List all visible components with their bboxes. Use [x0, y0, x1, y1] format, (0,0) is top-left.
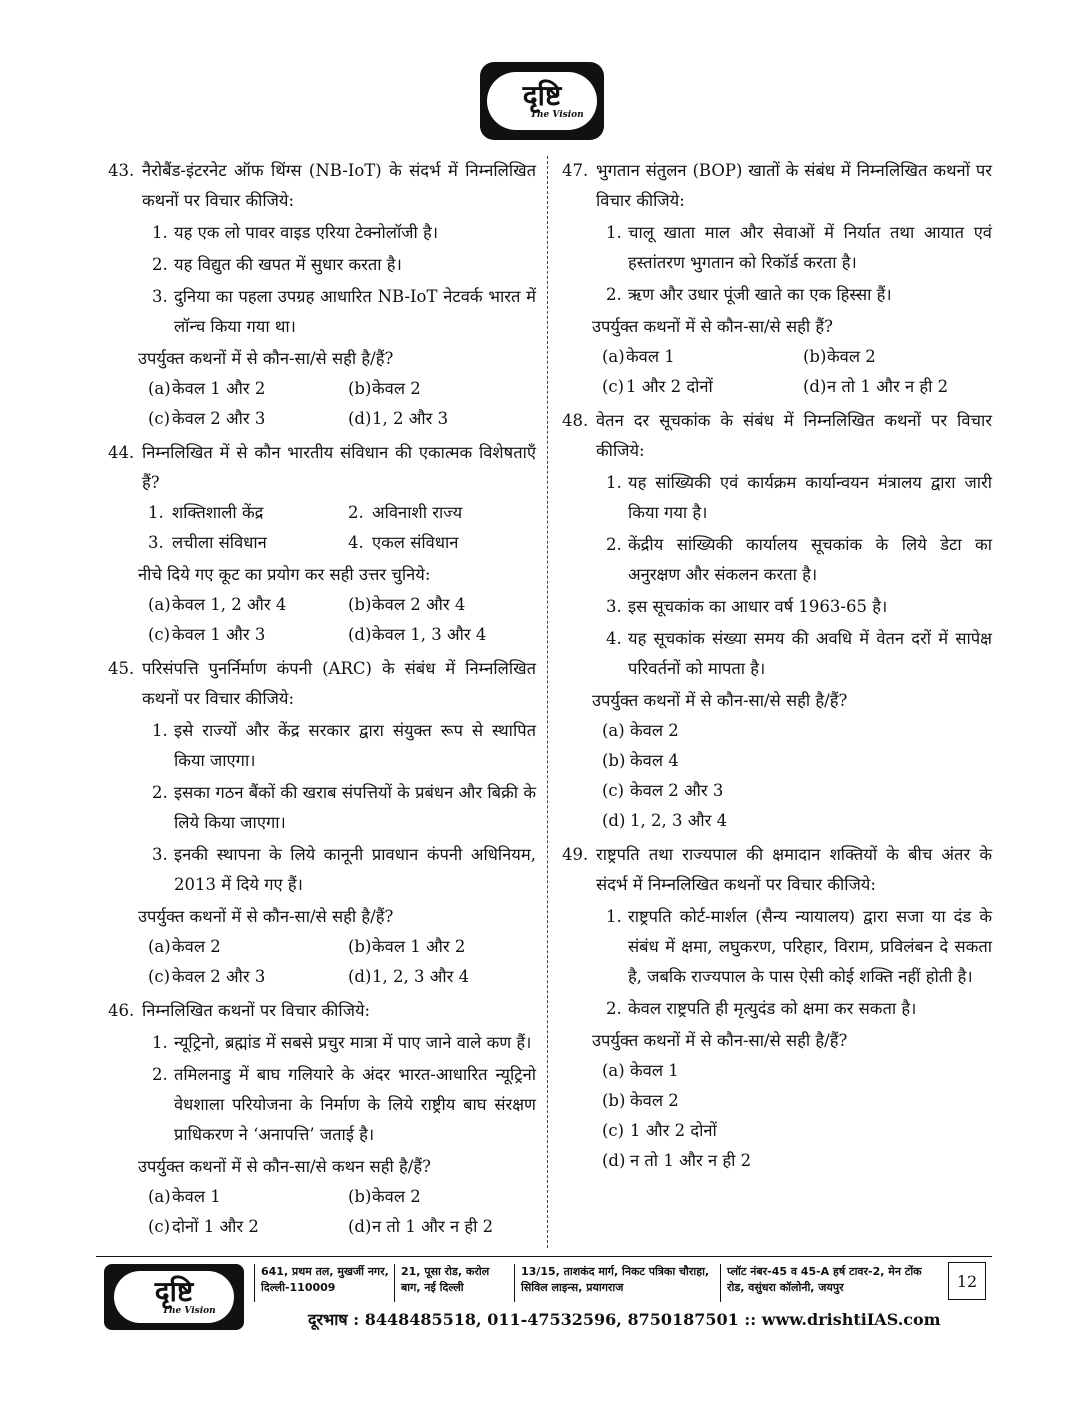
footer-rule — [96, 1256, 992, 1257]
question-number: 47. — [562, 161, 589, 180]
option-marker: (b) — [602, 1091, 626, 1110]
page-number: 12 — [948, 1262, 986, 1300]
option-text: केवल 2 — [827, 347, 876, 366]
option-text: न तो 1 और न ही 2 — [827, 377, 949, 396]
statement — [148, 528, 336, 558]
statement-text: तमिलनाडु में बाघ गलियारे के अंदर भारत-आधारित न्यूट्रिनो वेधशाला परियोजना के निर्माण के लिये राष्ट्रीय बाघ संरक्षण प्राधिकरण ने ‘अनापत्ति’ जताई है। — [174, 1065, 536, 1144]
option-text: न तो 1 और न ही 2 — [372, 1217, 494, 1236]
statement — [606, 902, 992, 992]
right-column — [562, 156, 992, 1180]
answer-option — [348, 962, 536, 992]
question-number: 43. — [108, 161, 135, 180]
statement — [348, 498, 536, 528]
answer-option — [803, 342, 992, 372]
option-marker: (d) — [602, 1151, 626, 1170]
answer-option — [348, 1212, 536, 1242]
statement — [152, 282, 536, 342]
option-text: न तो 1 और न ही 2 — [630, 1151, 752, 1170]
answer-options — [602, 1056, 992, 1176]
answer-option — [348, 620, 536, 650]
statement — [152, 1060, 536, 1150]
answer-options — [148, 374, 536, 434]
option-marker: (b) — [803, 347, 827, 366]
statement-grid — [148, 498, 536, 558]
option-marker: (a) — [602, 721, 625, 740]
option-text: 1, 2, 3 और 4 — [372, 967, 470, 986]
answer-options — [148, 590, 536, 650]
question-number: 49. — [562, 845, 589, 864]
question-prompt: उपर्युक्त कथनों में से कौन-सा/से सही है/हैं? — [138, 907, 394, 926]
question-number: 46. — [108, 1001, 135, 1020]
logo-tagline: The Vision — [530, 110, 584, 120]
question-block — [562, 840, 992, 1176]
option-marker: (a) — [602, 1061, 625, 1080]
option-text: 1 और 2 दोनों — [630, 1121, 717, 1140]
answer-option — [348, 374, 536, 404]
statement-number: 1. — [148, 503, 164, 522]
question-header — [108, 654, 536, 714]
answer-option — [602, 1146, 992, 1176]
answer-option — [602, 372, 791, 402]
statement-number: 1. — [606, 473, 622, 492]
statement — [348, 528, 536, 558]
statement-text: इसका गठन बैंकों की खराब संपत्तियों के प्रबंधन और बिक्री के लिये किया जाएगा। — [174, 783, 536, 832]
question-text: निम्नलिखित में से कौन भारतीय संविधान की एकात्मक विशेषताएँ हैं? — [142, 443, 536, 492]
question-block — [562, 406, 992, 836]
statement-number: 1. — [606, 907, 622, 926]
statement — [606, 218, 992, 278]
option-text: केवल 2 और 3 — [630, 781, 724, 800]
statement-number: 1. — [606, 223, 622, 242]
option-text: 1 और 2 दोनों — [626, 377, 713, 396]
statement — [152, 840, 536, 900]
left-column — [108, 156, 536, 1246]
contact-line: दूरभाष : 8448485518, 011-47532596, 8750187501 :: www.drishtiIAS.com — [308, 1310, 941, 1329]
answer-option — [602, 716, 992, 746]
option-marker: (a) — [148, 1187, 171, 1206]
statement — [152, 778, 536, 838]
option-text: केवल 2 — [372, 379, 421, 398]
answer-option — [148, 1212, 336, 1242]
option-marker: (c) — [148, 967, 171, 986]
option-text: केवल 2 और 3 — [172, 967, 266, 986]
question-header — [108, 438, 536, 498]
option-marker: (b) — [348, 937, 372, 956]
question-block — [108, 438, 536, 650]
option-marker: (c) — [602, 1121, 625, 1140]
question-prompt: उपर्युक्त कथनों में से कौन-सा/से सही है/हैं? — [592, 1031, 848, 1050]
statement-text: लचीला संविधान — [172, 533, 267, 552]
option-text: केवल 2 और 4 — [372, 595, 466, 614]
answer-option — [602, 342, 791, 372]
option-text: 1, 2 और 3 — [372, 409, 449, 428]
header-logo — [480, 62, 604, 140]
statement-text: दुनिया का पहला उपग्रह आधारित NB-IoT नेटवर्क भारत में लॉन्च किया गया था। — [174, 287, 536, 336]
statement-number: 1. — [152, 1033, 168, 1052]
answer-options — [148, 932, 536, 992]
answer-options — [148, 1182, 536, 1242]
statement-number: 2. — [606, 285, 622, 304]
option-text: केवल 2 और 3 — [172, 409, 266, 428]
option-text: केवल 2 — [372, 1187, 421, 1206]
question-text: वेतन दर सूचकांक के संबंध में निम्नलिखित कथनों पर विचार कीजिये: — [596, 411, 992, 460]
answer-option — [602, 1116, 992, 1146]
statement-number: 3. — [148, 533, 164, 552]
statement-text: केंद्रीय सांख्यिकी कार्यालय सूचकांक के लिये डेटा का अनुरक्षण और संकलन करता है। — [628, 535, 992, 584]
option-marker: (c) — [148, 625, 171, 644]
answer-option — [602, 1086, 992, 1116]
statement — [152, 716, 536, 776]
question-block — [108, 654, 536, 992]
option-marker: (d) — [348, 967, 372, 986]
address-prayagraj: 13/15, ताशकंद मार्ग, निकट पत्रिका चौराहा, सिविल लाइन्स, प्रयागराज — [514, 1264, 717, 1302]
answer-options — [602, 342, 992, 402]
option-marker: (d) — [348, 409, 372, 428]
option-text: केवल 1 और 3 — [172, 625, 266, 644]
statement — [606, 468, 992, 528]
question-number: 45. — [108, 659, 135, 678]
question-prompt: उपर्युक्त कथनों में से कौन-सा/से सही है/हैं? — [592, 691, 848, 710]
answer-option — [348, 1182, 536, 1212]
statement — [606, 280, 992, 310]
option-text: केवल 1, 2 और 4 — [172, 595, 287, 614]
footer-logo-tagline: The Vision — [162, 1306, 216, 1316]
question-block — [562, 156, 992, 402]
answer-option — [148, 590, 336, 620]
option-text: केवल 1, 3 और 4 — [372, 625, 487, 644]
statement-text: यह सांख्यिकी एवं कार्यक्रम कार्यान्वयन मंत्रालय द्वारा जारी किया गया है। — [628, 473, 992, 522]
option-text: केवल 1 — [630, 1061, 679, 1080]
statement-number: 1. — [152, 223, 168, 242]
statement-text: राष्ट्रपति कोर्ट-मार्शल (सैन्य न्यायालय) द्वारा सजा या दंड के संबंध में क्षमा, लघुकरण, परिहार, विराम, प्रविलंबन दे सकता है, जबकि राज्यपाल के पास ऐसी कोई शक्ति नहीं होती है। — [628, 907, 992, 986]
statement-number: 3. — [152, 845, 168, 864]
question-header — [108, 996, 536, 1026]
logo-wordmark: दृष्टि — [522, 79, 562, 112]
statement-number: 2. — [152, 783, 168, 802]
answer-option — [602, 1056, 992, 1086]
option-text: केवल 4 — [630, 751, 679, 770]
option-marker: (d) — [348, 625, 372, 644]
statement — [152, 218, 536, 248]
statement-text: इस सूचकांक का आधार वर्ष 1963-65 है। — [628, 597, 888, 616]
statement-text: इनकी स्थापना के लिये कानूनी प्रावधान कंपनी अधिनियम, 2013 में दिये गए हैं। — [174, 845, 536, 894]
question-block — [108, 156, 536, 434]
statement-text: केवल राष्ट्रपति ही मृत्युदंड को क्षमा कर सकता है। — [628, 999, 917, 1018]
statement — [152, 250, 536, 280]
option-marker: (b) — [348, 379, 372, 398]
option-text: केवल 1 और 2 — [172, 379, 266, 398]
answer-option — [348, 932, 536, 962]
question-text: नैरोबैंड-इंटरनेट ऑफ थिंग्स (NB-IoT) के संदर्भ में निम्नलिखित कथनों पर विचार कीजिये: — [142, 161, 536, 210]
statement-text: अविनाशी राज्य — [372, 503, 463, 522]
statement-text: ऋण और उधार पूंजी खाते का एक हिस्सा हैं। — [628, 285, 892, 304]
statement-number: 4. — [606, 629, 622, 648]
answer-option — [148, 404, 336, 434]
question-header — [562, 156, 992, 216]
question-number: 48. — [562, 411, 589, 430]
option-marker: (b) — [602, 751, 626, 770]
question-header — [562, 406, 992, 466]
option-marker: (c) — [148, 409, 171, 428]
question-block — [108, 996, 536, 1242]
answer-option — [348, 590, 536, 620]
question-prompt: उपर्युक्त कथनों में से कौन-सा/से कथन सही है/हैं? — [138, 1157, 431, 1176]
statement-text: इसे राज्यों और केंद्र सरकार द्वारा संयुक्त रूप से स्थापित किया जाएगा। — [174, 721, 536, 770]
statement-number: 2. — [606, 999, 622, 1018]
question-text: राष्ट्रपति तथा राज्यपाल की क्षमादान शक्तियों के बीच अंतर के संदर्भ में निम्नलिखित कथनों पर विचार कीजिये: — [596, 845, 992, 894]
option-marker: (d) — [602, 811, 626, 830]
option-marker: (a) — [148, 379, 171, 398]
statement-text: यह एक लो पावर वाइड एरिया टेक्नोलॉजी है। — [174, 223, 439, 242]
statement-text: न्यूट्रिनो, ब्रह्मांड में सबसे प्रचुर मात्रा में पाए जाने वाले कण हैं। — [174, 1033, 532, 1052]
statement — [152, 1028, 536, 1058]
option-marker: (c) — [602, 781, 625, 800]
option-text: केवल 1 — [172, 1187, 221, 1206]
statement-number: 3. — [606, 597, 622, 616]
answer-options — [602, 716, 992, 836]
option-marker: (a) — [602, 347, 625, 366]
column-divider — [547, 156, 548, 1248]
statement-text: चालू खाता माल और सेवाओं में निर्यात तथा आयात एवं हस्तांतरण भुगतान को रिकॉर्ड करता है। — [628, 223, 992, 272]
statement-number: 2. — [152, 1065, 168, 1084]
question-prompt: नीचे दिये गए कूट का प्रयोग कर सही उत्तर चुनिये: — [138, 565, 431, 584]
question-text: परिसंपत्ति पुनर्निर्माण कंपनी (ARC) के संबंध में निम्नलिखित कथनों पर विचार कीजिये: — [142, 659, 536, 708]
question-text: निम्नलिखित कथनों पर विचार कीजिये: — [142, 1001, 371, 1020]
answer-option — [803, 372, 992, 402]
statement — [606, 994, 992, 1024]
footer-logo-wordmark: दृष्टि — [154, 1275, 194, 1308]
statement-number: 3. — [152, 287, 168, 306]
statement — [606, 624, 992, 684]
option-text: केवल 2 — [172, 937, 221, 956]
option-marker: (b) — [348, 595, 372, 614]
answer-option — [602, 776, 992, 806]
option-text: केवल 1 और 2 — [372, 937, 466, 956]
statement — [606, 592, 992, 622]
option-marker: (d) — [803, 377, 827, 396]
statement-number: 2. — [152, 255, 168, 274]
option-marker: (a) — [148, 937, 171, 956]
question-prompt: उपर्युक्त कथनों में से कौन-सा/से सही है/हैं? — [138, 349, 394, 368]
address-karol-bagh: 21, पूसा रोड, करोल बाग, नई दिल्ली — [394, 1264, 511, 1302]
address-jaipur: प्लॉट नंबर-45 व 45-A हर्ष टावर-2, मेन टोंक रोड, वसुंधरा कॉलोनी, जयपुर — [720, 1264, 937, 1302]
answer-option — [602, 806, 992, 836]
option-marker: (d) — [348, 1217, 372, 1236]
statement-number: 1. — [152, 721, 168, 740]
footer-logo — [104, 1264, 244, 1330]
question-text: भुगतान संतुलन (BOP) खातों के संबंध में निम्नलिखित कथनों पर विचार कीजिये: — [596, 161, 992, 210]
option-marker: (c) — [602, 377, 625, 396]
statement-text: यह विद्युत की खपत में सुधार करता है। — [174, 255, 402, 274]
answer-option — [348, 404, 536, 434]
answer-option — [148, 620, 336, 650]
statement-number: 2. — [348, 503, 364, 522]
statement-text: एकल संविधान — [372, 533, 459, 552]
question-header — [108, 156, 536, 216]
question-number: 44. — [108, 443, 135, 462]
address-mukherjee-nagar: 641, प्रथम तल, मुखर्जी नगर, दिल्ली-110009 — [254, 1264, 393, 1302]
answer-option — [602, 746, 992, 776]
statement — [148, 498, 336, 528]
footer — [96, 1256, 992, 1336]
question-prompt: उपर्युक्त कथनों में से कौन-सा/से सही हैं? — [592, 317, 833, 336]
option-marker: (b) — [348, 1187, 372, 1206]
statement-number: 2. — [606, 535, 622, 554]
answer-option — [148, 932, 336, 962]
statement — [606, 530, 992, 590]
option-text: 1, 2, 3 और 4 — [630, 811, 728, 830]
option-text: केवल 2 — [630, 1091, 679, 1110]
option-text: केवल 2 — [630, 721, 679, 740]
option-text: केवल 1 — [626, 347, 675, 366]
statement-text: यह सूचकांक संख्या समय की अवधि में वेतन दरों में सापेक्ष परिवर्तनों को मापता है। — [628, 629, 992, 678]
answer-option — [148, 962, 336, 992]
answer-option — [148, 1182, 336, 1212]
statement-text: शक्तिशाली केंद्र — [172, 503, 264, 522]
answer-option — [148, 374, 336, 404]
option-marker: (c) — [148, 1217, 171, 1236]
option-marker: (a) — [148, 595, 171, 614]
option-text: दोनों 1 और 2 — [172, 1217, 259, 1236]
statement-number: 4. — [348, 533, 364, 552]
question-header — [562, 840, 992, 900]
